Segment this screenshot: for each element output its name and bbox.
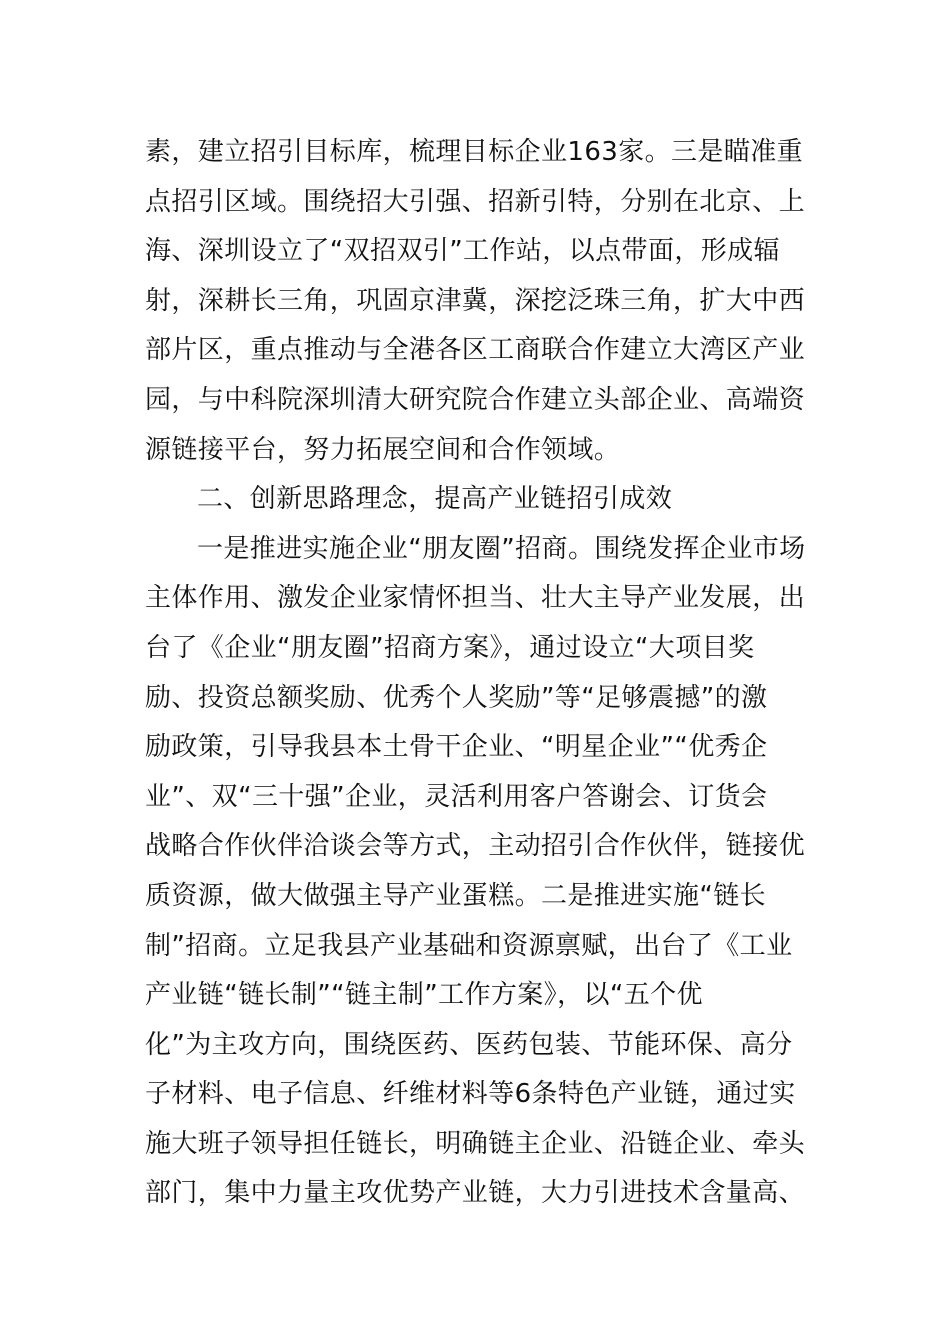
text-line: 质资源，做大做强主导产业蛋糕。二是推进实施“链长 — [145, 880, 767, 911]
paragraph-start-line: 一是推进实施企业“朋友圈”招商。围绕发挥企业市场 — [197, 533, 806, 564]
text-line: 业”、双“三十强”企业，灵活利用客户答谢会、订货会 — [145, 781, 768, 812]
text-line: 射，深耕长三角，巩固京津冀，深挖泛珠三角，扩大中西 — [145, 285, 806, 316]
section-heading: 二、创新思路理念，提高产业链招引成效 — [197, 484, 673, 515]
text-line: 源链接平台，努力拓展空间和合作领域。 — [145, 434, 621, 465]
text-line: 海、深圳设立了“双招双引”工作站，以点带面，形成辐 — [145, 236, 780, 267]
text-line: 制”招商。立足我县产业基础和资源禀赋，出台了《工业 — [145, 930, 793, 961]
text-line: 园，与中科院深圳清大研究院合作建立头部企业、高端资 — [145, 384, 806, 415]
text-line: 部门，集中力量主攻优势产业链，大力引进技术含量高、 — [145, 1178, 806, 1209]
text-line: 施大班子领导担任链长，明确链主企业、沿链企业、牵头 — [145, 1128, 806, 1159]
text-line: 台了《企业“朋友圈”招商方案》，通过设立“大项目奖 — [145, 632, 755, 663]
text-line: 化”为主攻方向，围绕医药、医药包装、节能环保、高分 — [145, 1029, 793, 1060]
body-text — [145, 128, 815, 1219]
text-line: 励政策，引导我县本土骨干企业、“明星企业”“优秀企 — [145, 732, 768, 763]
text-line: 战略合作伙伴洽谈会等方式，主动招引合作伙伴，链接优 — [145, 831, 806, 862]
text-line: 子材料、电子信息、纤维材料等6条特色产业链，通过实 — [145, 1079, 796, 1110]
text-line: 主体作用、激发企业家情怀担当、壮大主导产业发展，出 — [145, 583, 806, 614]
text-line: 励、投资总额奖励、优秀个人奖励”等“足够震撼”的激 — [145, 682, 768, 713]
text-line: 部片区，重点推动与全港各区工商联合作建立大湾区产业 — [145, 335, 806, 366]
text-line: 点招引区域。围绕招大引强、招新引特，分别在北京、上 — [145, 186, 806, 217]
text-line: 素，建立招引目标库，梳理目标企业163家。三是瞄准重 — [145, 137, 804, 167]
text-line: 产业链“链长制”“链主制”工作方案》，以“五个优 — [145, 980, 703, 1011]
